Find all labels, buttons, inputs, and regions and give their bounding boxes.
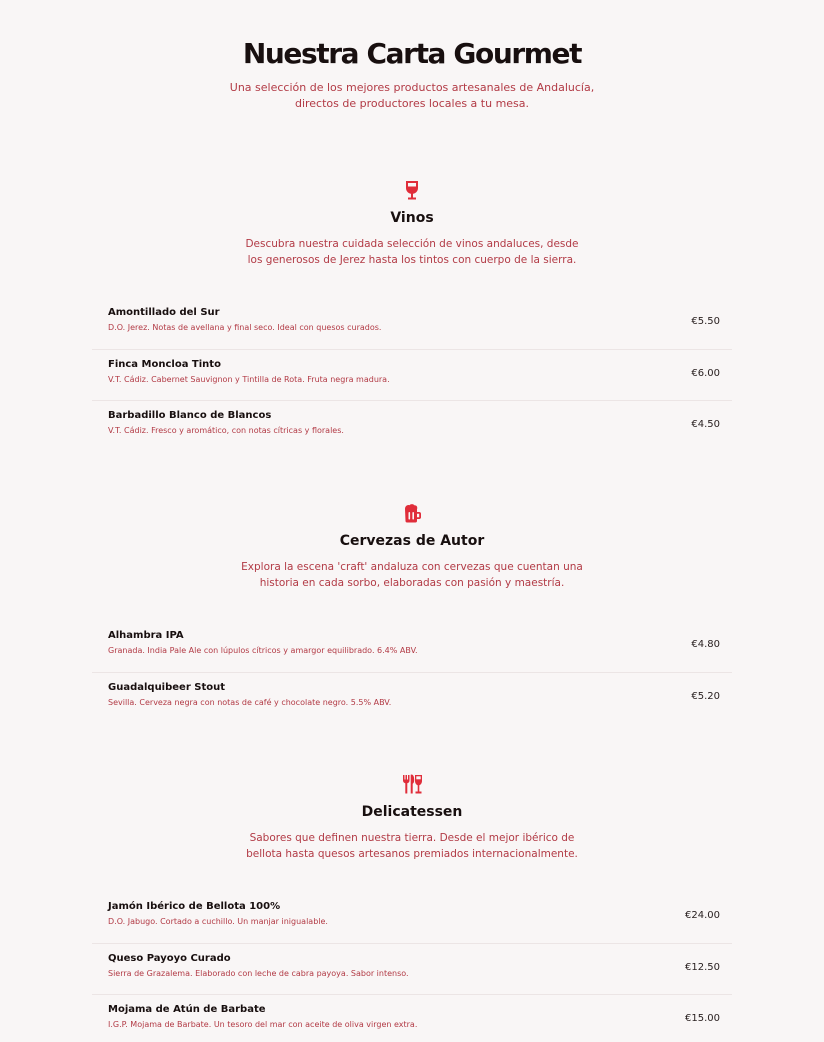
section-description-line-2: historia en cada sorbo, elaboradas con pasión y maestría.: [259, 577, 565, 589]
page-subtitle-line-1: Una selección de los mejores productos artesanales de Andalucía,: [229, 81, 595, 94]
beer-mug-icon: [400, 501, 424, 525]
section-description-line-2: los generosos de Jerez hasta los tintos con cuerpo de la sierra.: [247, 254, 577, 266]
menu-item: [92, 621, 732, 673]
menu-item: [92, 944, 732, 996]
item-description: D.O. Jerez. Notas de avellana y final seco. Ideal con quesos curados.: [108, 323, 382, 332]
section-title: Delicatessen: [361, 804, 463, 820]
section-description-line-1: Sabores que definen nuestra tierra. Desde el mejor ibérico de: [249, 832, 575, 844]
menu-item: [92, 401, 732, 453]
section-description: [92, 559, 732, 591]
utensils-wine-icon: [400, 772, 424, 796]
item-name: Mojama de Atún de Barbate: [108, 1004, 266, 1015]
item-price: €6.00: [691, 367, 720, 379]
item-price: €4.50: [691, 419, 720, 430]
item-description: Sevilla. Cerveza negra con notas de café y chocolate negro. 5.5% ABV.: [108, 697, 392, 707]
menu-item: [92, 673, 732, 725]
section-description-line-1: Descubra nuestra cuidada selección de vinos andaluces, desde: [245, 238, 579, 250]
section-description: [92, 830, 732, 862]
item-price: €5.20: [691, 690, 720, 702]
item-name: Barbadillo Blanco de Blancos: [108, 410, 272, 421]
item-price: €12.50: [685, 961, 720, 973]
wine-glass-icon: [400, 178, 424, 202]
item-name: Alhambra IPA: [108, 630, 184, 641]
item-description: V.T. Cádiz. Cabernet Sauvignon y Tintilla de Rota. Fruta negra madura.: [108, 374, 390, 384]
menu-item: [92, 298, 732, 350]
item-list: [92, 892, 732, 1042]
section-title: Vinos: [390, 210, 434, 226]
item-name: Finca Moncloa Tinto: [108, 358, 221, 370]
item-description: V.T. Cádiz. Fresco y aromático, con notas cítricas y florales.: [108, 426, 344, 435]
section-description-line-2: bellota hasta quesos artesanos premiados internacionalmente.: [246, 848, 578, 860]
page-title: Nuestra Carta Gourmet: [242, 37, 582, 70]
section-header: [92, 772, 732, 862]
section-description-line-1: Explora la escena 'craft' andaluza con cervezas que cuentan una: [241, 561, 583, 573]
menu-item: [92, 995, 732, 1042]
section-title: Cervezas de Autor: [339, 533, 485, 549]
item-list: [92, 621, 732, 724]
menu-item: [92, 892, 732, 944]
item-name: Jamón Ibérico de Bellota 100%: [108, 901, 281, 912]
section-vinos: [92, 178, 732, 453]
item-price: €15.00: [685, 1013, 720, 1024]
item-price: €5.50: [691, 316, 720, 327]
item-price: €4.80: [691, 639, 720, 650]
section-delicatessen: [92, 772, 732, 1042]
item-description: Granada. India Pale Ale con lúpulos cítricos y amargor equilibrado. 6.4% ABV.: [108, 646, 418, 655]
item-description: Sierra de Grazalema. Elaborado con leche de cabra payoya. Sabor intenso.: [108, 968, 409, 978]
item-name: Amontillado del Sur: [108, 307, 220, 318]
page-header: [0, 36, 824, 112]
item-name: Queso Payoyo Curado: [108, 952, 231, 964]
item-description: D.O. Jabugo. Cortado a cuchillo. Un manjar inigualable.: [108, 917, 328, 926]
section-description: [92, 236, 732, 268]
menu-item: [92, 350, 732, 402]
page-subtitle-line-2: directos de productores locales a tu mesa.: [294, 97, 530, 110]
section-header: [92, 501, 732, 591]
section-header: [92, 178, 732, 268]
item-description: I.G.P. Mojama de Barbate. Un tesoro del mar con aceite de oliva virgen extra.: [108, 1020, 418, 1029]
item-price: €24.00: [685, 910, 720, 921]
item-list: [92, 298, 732, 453]
section-cervezas: [92, 501, 732, 724]
page-subtitle: [0, 80, 824, 112]
item-name: Guadalquibeer Stout: [108, 681, 226, 693]
